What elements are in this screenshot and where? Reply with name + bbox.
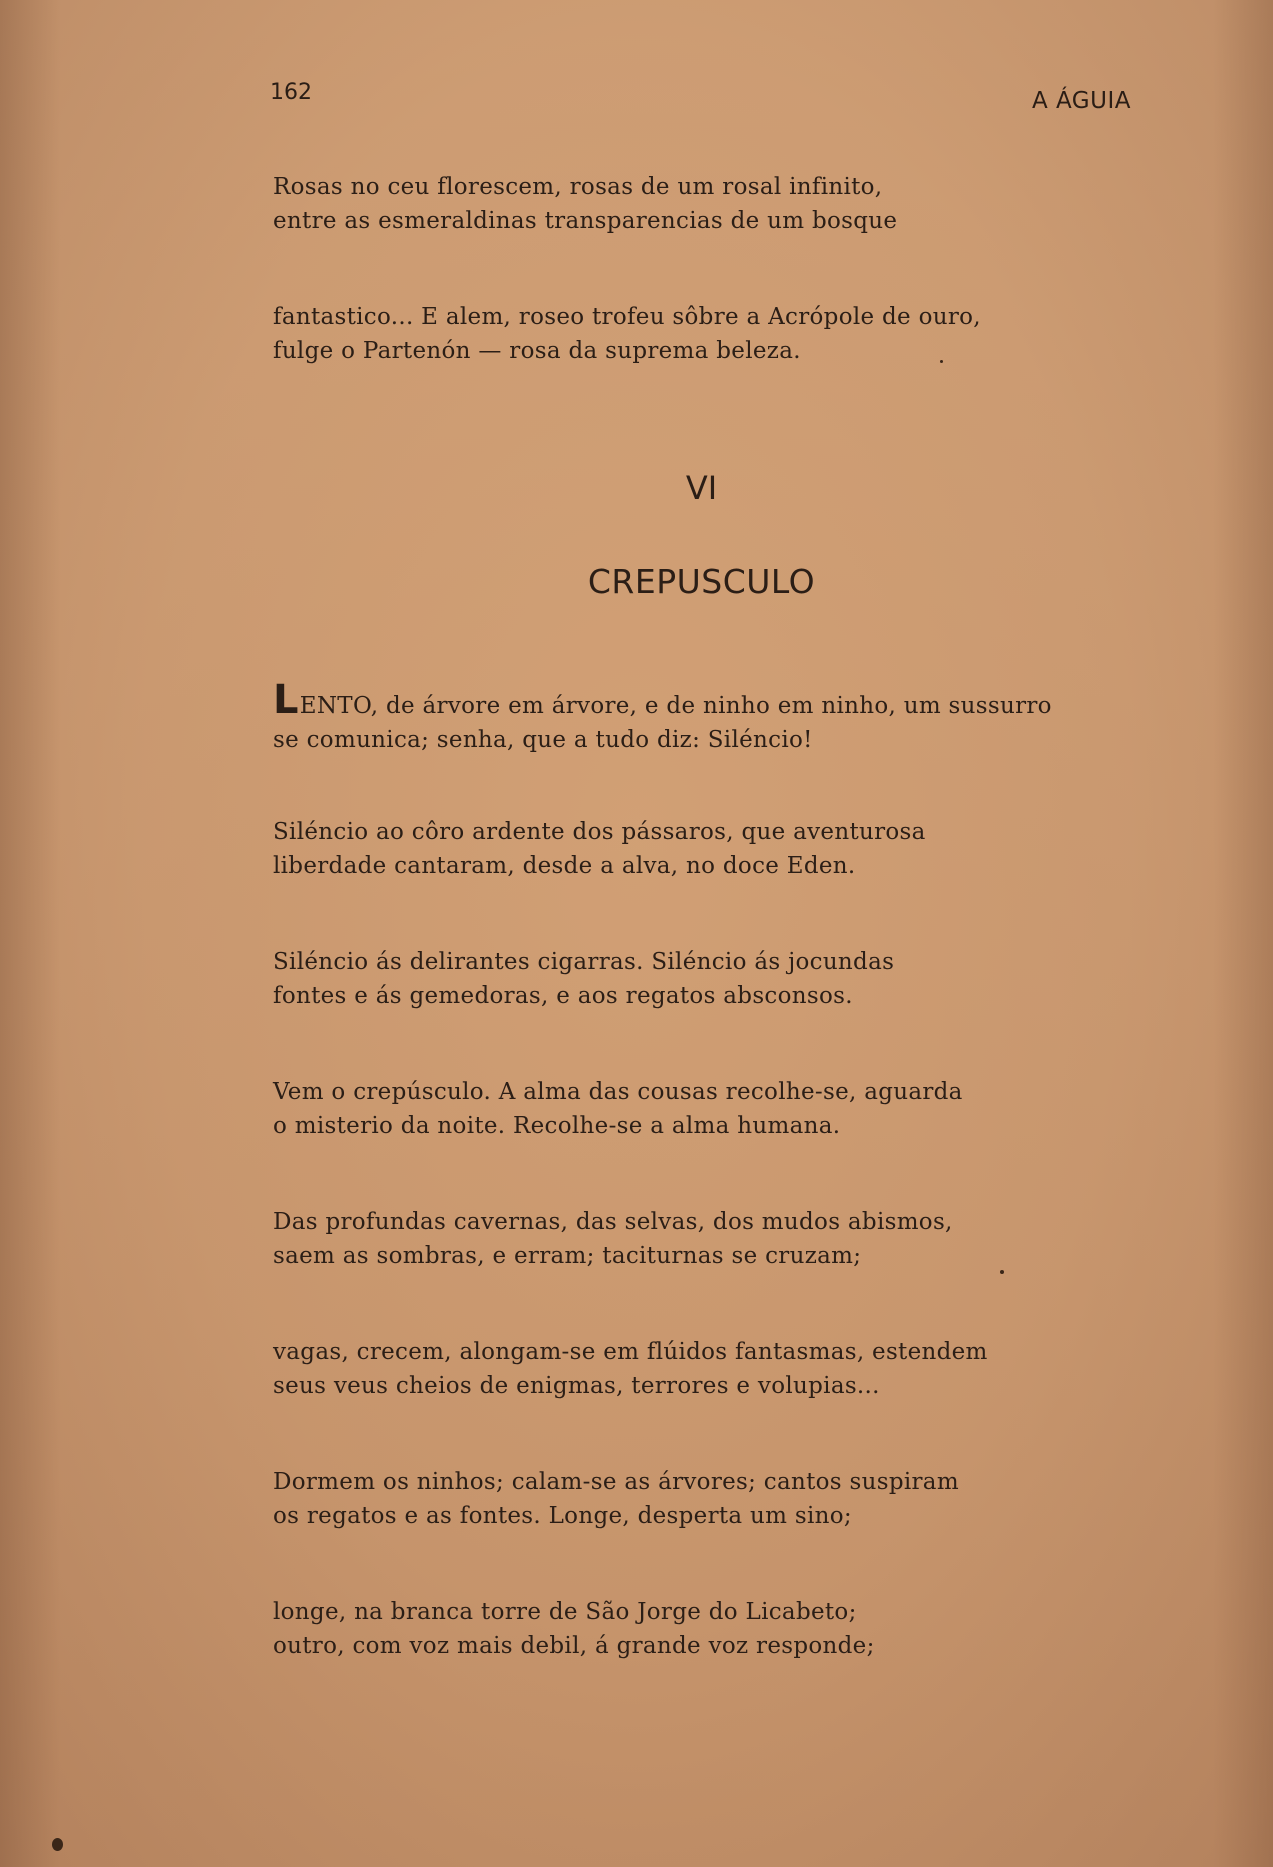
text-line: Siléncio ás delirantes cigarras. Siléncio ás jocundas <box>273 949 895 975</box>
body-paragraph-4 <box>273 1075 1143 1143</box>
ink-speck <box>52 1838 63 1851</box>
text-line: se comunica; senha, que a tudo diz: Siléncio! <box>273 727 813 753</box>
intro-paragraph-2 <box>273 300 1143 368</box>
body-paragraph-5 <box>273 1205 1143 1273</box>
text-line: fulge o Partenón — rosa da suprema beleza. <box>273 338 801 364</box>
body-paragraph-1 <box>273 677 1143 757</box>
text-line: os regatos e as fontes. Longe, desperta um sino; <box>273 1503 852 1529</box>
text-line: Das profundas cavernas, das selvas, dos mudos abismos, <box>273 1209 953 1235</box>
text-line: fantastico... E alem, roseo trofeu sôbre a Acrópole de ouro, <box>273 304 981 330</box>
drop-cap: L <box>273 677 299 723</box>
text-line: fontes e ás gemedoras, e aos regatos absconsos. <box>273 983 853 1009</box>
page-edge-shadow-left <box>0 0 60 1867</box>
text-line: outro, com voz mais debil, á grande voz responde; <box>273 1633 875 1659</box>
first-line-text: ENTO, de árvore em árvore, e de ninho em ninho, um sussurro <box>299 693 1052 719</box>
text-line: vagas, crecem, alongam-se em flúidos fantasmas, estendem <box>273 1339 988 1365</box>
text-line: saem as sombras, e erram; taciturnas se cruzam; <box>273 1243 862 1269</box>
body-paragraph-6 <box>273 1335 1143 1403</box>
section-title: CREPUSCULO <box>587 562 816 601</box>
text-line: longe, na branca torre de São Jorge do Licabeto; <box>273 1599 857 1625</box>
text-line: Siléncio ao côro ardente dos pássaros, que aventurosa <box>273 819 926 845</box>
page-edge-shadow-right <box>1213 0 1273 1867</box>
body-paragraph-7 <box>273 1465 1143 1533</box>
text-line: Rosas no ceu florescem, rosas de um rosal infinito, <box>273 174 883 200</box>
page-number: 162 <box>270 80 312 105</box>
text-line: o misterio da noite. Recolhe-se a alma humana. <box>273 1113 841 1139</box>
text-line: entre as esmeraldinas transparencias de um bosque <box>273 208 898 234</box>
section-number: VI <box>685 469 718 507</box>
text-line <box>273 677 1143 723</box>
text-line: liberdade cantaram, desde a alva, no doce Eden. <box>273 853 856 879</box>
intro-paragraph-1 <box>273 170 1143 238</box>
text-line: Dormem os ninhos; calam-se as árvores; cantos suspiram <box>273 1469 959 1495</box>
body-paragraph-2 <box>273 815 1143 883</box>
body-paragraph-8 <box>273 1595 1143 1663</box>
text-line: seus veus cheios de enigmas, terrores e volupias... <box>273 1373 880 1399</box>
text-line: Vem o crepúsculo. A alma das cousas recolhe-se, aguarda <box>273 1079 963 1105</box>
body-paragraph-3 <box>273 945 1143 1013</box>
running-head: A ÁGUIA <box>1031 88 1131 114</box>
